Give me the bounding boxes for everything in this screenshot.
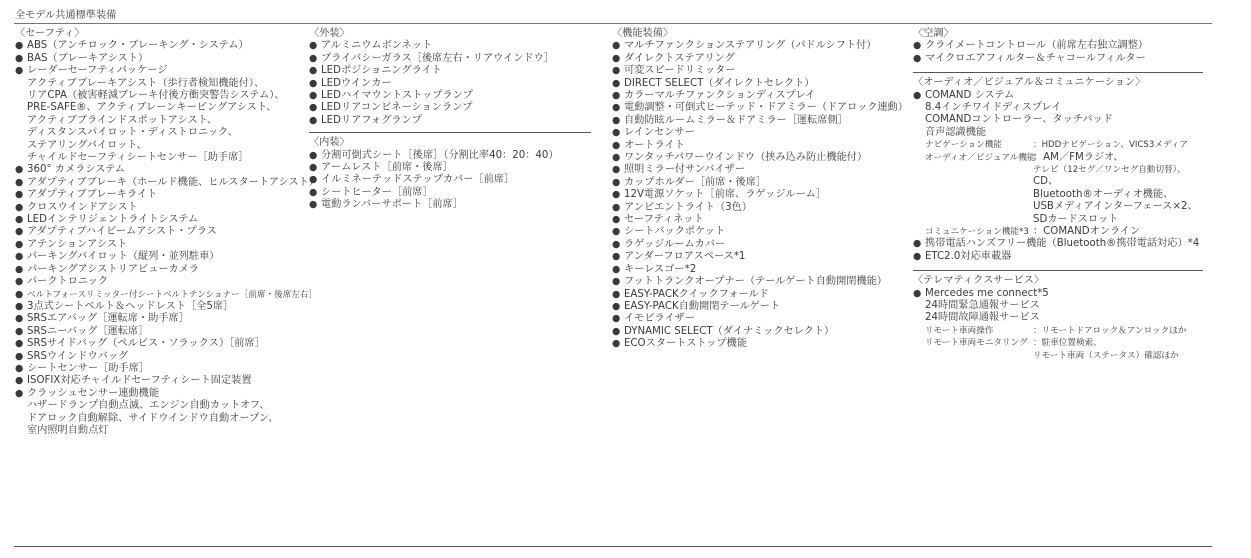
- comm-value: ：COMANDオンライン: [1033, 226, 1141, 238]
- list-item: ● マルチファンクションステアリング（パドルシフト付）: [612, 40, 902, 52]
- list-item: ● クライメートコントロール（前席左右独立調整）: [913, 40, 1203, 52]
- page-header: 全モデル共通標準装備: [15, 10, 117, 21]
- function-column: [612, 28, 909, 351]
- list-item: ● アルミニウムボンネット: [309, 40, 591, 52]
- list-item: ● 自動防眩ルームミラー＆ドアミラー［運転席側］: [612, 115, 902, 127]
- list-item: ● キーレスゴー*2: [612, 264, 902, 276]
- section-divider: [309, 132, 591, 133]
- list-item: ● DYNAMIC SELECT（ダイナミックセレクト）: [612, 326, 902, 338]
- aircon-list: [913, 40, 1203, 65]
- remote-label: リモート車両操作: [925, 325, 994, 336]
- list-item: ● ベルトフォースリミッター付シートベルトテンショナー［前席・後席左右］: [15, 289, 305, 301]
- list-item: ● 360° カメラシステム: [15, 164, 305, 176]
- aircon-audio-column: [913, 28, 1203, 362]
- list-item: ● DIRECT SELECT（ダイレクトセレクト）: [612, 78, 902, 90]
- list-item: ● SRSニーバッグ［運転席］: [15, 326, 305, 338]
- bottom-divider: [14, 546, 1212, 547]
- list-item: ● SRSウインドウバッグ: [15, 351, 305, 363]
- exterior-list: [309, 40, 591, 127]
- comand-sub: COMANDコントローラー、タッチパッド: [925, 114, 1113, 126]
- list-item: ● セーフティネット: [612, 214, 902, 226]
- list-item: ● プライバシーガラス［後席左右・リアウインドウ］: [309, 53, 591, 65]
- list-item: ● アダプティブブレーキライト: [15, 189, 305, 201]
- av-value: SDカードスロット: [1033, 213, 1119, 225]
- list-item: ● 分割可倒式シート［後席］（分割比率40：20：40）: [309, 150, 591, 162]
- av-value: CD、: [1033, 176, 1059, 188]
- safety-column: [15, 28, 319, 437]
- list-item: ● SRSエアバッグ［運転席・助手席］: [15, 313, 305, 325]
- list-item: ● 照明ミラー付サンバイザー: [612, 164, 902, 176]
- list-sub-item: 室内照明自動点灯: [27, 424, 109, 436]
- nav-row: [913, 139, 1203, 151]
- telematics-item: ● Mercedes me connect*5: [913, 288, 1203, 300]
- telematics-sub: 24時間緊急通報サービス: [925, 300, 1040, 312]
- aircon-title: 〈空調〉: [913, 28, 954, 39]
- list-item: ● 可変スピードリミッター: [612, 65, 902, 77]
- av-value: Bluetooth®オーディオ機能、: [1033, 188, 1174, 200]
- av-value: ：AM／FMラジオ、: [1033, 151, 1124, 163]
- telematics-sub: 24時間故障通報サービス: [925, 312, 1040, 324]
- av-value: テレビ（12セグ／ワンセグ自動切替）、: [1033, 165, 1186, 176]
- list-item: ● SRSサイドバッグ（ペルビス・ソラックス）［前席］: [15, 338, 305, 350]
- list-item: ● パーキングパイロット（縦列・並列駐車）: [15, 251, 305, 263]
- list-item: ● ワンタッチパワーウインドウ（挟み込み防止機能付）: [612, 152, 902, 164]
- list-item: ● イルミネーテッドステップカバー［前席］: [309, 174, 591, 186]
- list-item: ● 電動調整・可倒式ヒーテッド・ドアミラー（ドアロック連動）: [612, 102, 902, 114]
- av-row: [913, 152, 1203, 164]
- audio-title: 〈オーディオ／ビジュアル＆コミュニケーション〉: [913, 77, 1146, 89]
- list-item: ● ダイレクトステアリング: [612, 53, 902, 65]
- function-list: [612, 40, 909, 350]
- remote-row: [913, 325, 1203, 337]
- monitor-label: リモート車両モニタリング: [925, 338, 1028, 349]
- monitor-value: ：駐車位置検索、: [1033, 338, 1102, 349]
- list-item: ● アダプティブハイビームアシスト・プラス: [15, 226, 305, 238]
- top-divider: [14, 23, 1212, 24]
- audio-list: [913, 238, 1203, 263]
- list-item: ● LEDポジショニングライト: [309, 65, 591, 77]
- list-sub-item: アクティブブレーキアシスト（歩行者検知機能付）、: [27, 77, 265, 89]
- list-sub-item: ディスタンスパイロット・ディストロニック、: [27, 127, 238, 139]
- list-item: ● アテンションアシスト: [15, 239, 305, 251]
- list-item: ● ETC2.0対応車載器: [913, 251, 1203, 263]
- list-item: ● EASY-PACKクイックフォールド: [612, 289, 902, 301]
- list-item: ● 3点式シートベルト＆ヘッドレスト［全5席］: [15, 301, 305, 313]
- list-item: ● クラッシュセンサー連動機能: [15, 388, 305, 400]
- list-item: ● シートバックポケット: [612, 226, 902, 238]
- list-item: ● イモビライザー: [612, 313, 902, 325]
- nav-value: ：HDDナビゲーション、VICS3メディア: [1033, 140, 1189, 151]
- list-item: ● LEDハイマウントストップランプ: [309, 90, 591, 102]
- list-item: ● カップホルダー［前席・後席］: [612, 177, 902, 189]
- interior-title: 〈内装〉: [309, 137, 350, 149]
- list-item: ● パーキングアシストリアビューカメラ: [15, 264, 305, 276]
- exterior-title: 〈外装〉: [309, 28, 350, 39]
- list-item: ● シートセンサー［助手席］: [15, 363, 305, 375]
- list-item: ● ABS（アンチロック・ブレーキング・システム）: [15, 40, 305, 52]
- safety-title: 〈セーフティ〉: [15, 28, 85, 39]
- safety-list: [15, 40, 319, 437]
- list-sub-item: ドアロック自動解除、サイドウインドウ自動オープン、: [27, 412, 279, 424]
- comand-sub: 音声認識機能: [925, 126, 987, 138]
- list-sub-item: PRE-SAFE®、アクティブレーンキーピングアシスト、: [27, 102, 277, 114]
- section-divider: [913, 270, 1203, 271]
- nav-label: ナビゲーション機能: [925, 140, 1003, 151]
- av-value: USBメディアインターフェース×2、: [1033, 201, 1198, 213]
- list-item: ● レインセンサー: [612, 127, 902, 139]
- interior-list: [309, 150, 591, 212]
- comand-item: ● COMAND システム: [913, 90, 1203, 102]
- list-item: ● パークトロニック: [15, 276, 305, 288]
- list-item: ● クロスウインドアシスト: [15, 202, 305, 214]
- list-item: ● EASY-PACK自動開閉テールゲート: [612, 301, 902, 313]
- monitor-value: リモート車両（ステータス）確認ほか: [1033, 350, 1179, 361]
- list-item: ● カラーマルチファンクションディスプレイ: [612, 90, 902, 102]
- list-item: ● LEDインテリジェントライトシステム: [15, 214, 305, 226]
- list-sub-item: アクティブブラインドスポットアシスト、: [27, 114, 218, 126]
- telematics-title: 〈テレマティクスサービス〉: [913, 275, 1045, 287]
- list-item: ● BAS（ブレーキアシスト）: [15, 53, 305, 65]
- list-item: ● マイクロエアフィルター＆チャコールフィルター: [913, 53, 1203, 65]
- list-item: ● レーダーセーフティパッケージ: [15, 65, 305, 77]
- list-item: ● 12V電源ソケット［前席、ラゲッジルーム］: [612, 189, 902, 201]
- list-item: ● LEDリアコンビネーションランプ: [309, 102, 591, 114]
- list-item: ● シートヒーター［前席］: [309, 187, 591, 199]
- function-title: 〈機能装備〉: [612, 28, 674, 39]
- list-item: ● ISOFIX対応チャイルドセーフティシート固定装置: [15, 375, 305, 387]
- list-sub-item: ステアリングパイロット、: [27, 139, 147, 151]
- comand-sub: 8.4インチワイドディスプレイ: [925, 102, 1062, 113]
- list-item: ● LEDウインカー: [309, 78, 591, 90]
- av-label: オーディオ／ビジュアル機能: [925, 152, 1036, 163]
- list-item: ● ECOスタートストップ機能: [612, 338, 902, 350]
- list-item: ● ラゲッジルームカバー: [612, 239, 902, 251]
- exterior-interior-column: [309, 28, 591, 212]
- list-sub-item: ハザードランプ自動点滅、エンジン自動カットオフ、: [27, 400, 270, 412]
- monitor-row: [913, 337, 1203, 349]
- list-item: ● オートライト: [612, 140, 902, 152]
- list-item: ● 電動ランバーサポート［前席］: [309, 199, 591, 211]
- comm-label: コミュニケーション機能*3: [925, 227, 1029, 238]
- comm-row: [913, 226, 1203, 238]
- remote-value: ：リモートドアロック＆アンロックほか: [1033, 325, 1187, 336]
- list-item: ● フットトランクオープナー（テールゲート自動開閉機能）: [612, 276, 902, 288]
- list-item: ● LEDリアフォグランプ: [309, 115, 591, 127]
- list-item: ● アダプティブブレーキ（ホールド機能、ヒルスタートアシスト）: [15, 177, 305, 189]
- list-item: ● アンビエントライト（3色）: [612, 202, 902, 214]
- list-sub-item: リアCPA（被害軽減ブレーキ付後方衝突警告システム）、: [27, 90, 285, 102]
- list-item: ● 携帯電話ハンズフリー機能（Bluetooth®携帯電話対応）*4: [913, 238, 1203, 250]
- list-item: ● アンダーフロアスペース*1: [612, 251, 902, 263]
- section-divider: [913, 72, 1203, 73]
- list-item: ● アームレスト［前席・後席］: [309, 162, 591, 174]
- list-sub-item: チャイルドセーフティシートセンサー［助手席］: [27, 152, 249, 164]
